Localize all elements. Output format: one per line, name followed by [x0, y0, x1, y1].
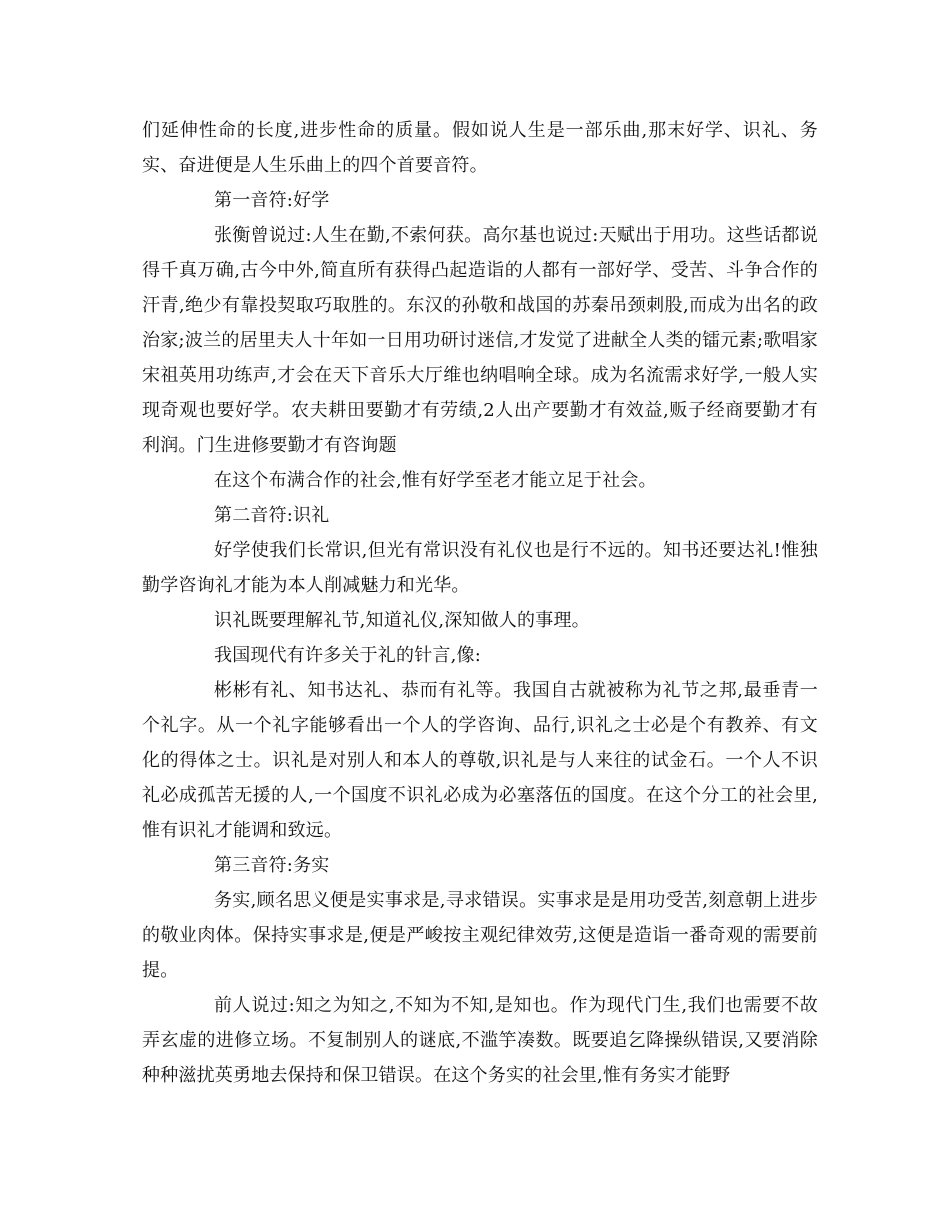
- paragraph-wushi-body: 前人说过:知之为知之,不知为不知,是知也。作为现代门生,我们也需要不故弄玄虚的进修立场。不复制别人的谜底,不滥竽凑数。既要追乞降操纵错误,又要消除种种滋扰英勇地去保持和保卫错误。在这个务实的社会里,惟有务实才能野: [142, 995, 818, 1086]
- paragraph-shili-intro: 好学使我们长常识,但光有常识没有礼仪也是行不远的。知书还要达礼!惟独勤学咨询礼才能为本人削减魅力和光华。: [142, 540, 818, 596]
- paragraph-shili-body: 彬彬有礼、知书达礼、恭而有礼等。我国自古就被称为礼节之邦,最垂青一个礼字。从一个礼字能够看出一个人的学咨询、品行,识礼之士必是个有教养、有文化的得体之士。识礼是对别人和本人的尊敬,识礼是与人来往的试金石。一个人不识礼必成孤苦无援的人,一个国度不识礼必成为必塞落伍的国度。在这个分工的社会里,惟有识礼才能调和致远。: [142, 680, 818, 841]
- paragraph-haoxue-body: 张衡曾说过:人生在勤,不索何获。高尔基也说过:天赋出于用功。这些话都说得千真万确,古今中外,简直所有获得凸起造诣的人都有一部好学、受苦、斗争合作的汗青,绝少有靠投契取巧取胜的。东汉的孙敬和战国的苏秦吊颈刺股,而成为出名的政治家;波兰的居里夫人十年如一日用功研讨迷信,才发觉了进献全人类的镭元素;歌唱家宋祖英用功练声,才会在天下音乐大厅维也纳唱响全球。成为名流需求好学,一般人实现奇观也要好学。农夫耕田要勤才有劳绩,2人出产要勤才有效益,贩子经商要勤才有利润。门生进修要勤才有咨询题: [142, 225, 818, 456]
- paragraph-shili-proverbs-lead: 我国现代有许多关于礼的针言,像:: [214, 645, 481, 666]
- section-heading-shili: 第二音符:识礼: [214, 505, 330, 526]
- section-heading-wushi: 第三音符:务实: [214, 855, 330, 876]
- paragraph-haoxue-conclusion: 在这个布满合作的社会,惟有好学至老才能立足于社会。: [214, 470, 657, 491]
- paragraph-wushi-definition: 务实,顾名思义便是实事求是,寻求错误。实事求是是用功受苦,刻意朝上进步的敬业肉体。保持实事求是,便是严峻按主观纪律效劳,这便是造诣一番奇观的需要前提。: [142, 890, 818, 981]
- section-heading-haoxue: 第一音符:好学: [214, 190, 330, 211]
- paragraph-shili-definition: 识礼既要理解礼节,知道礼仪,深知做人的事理。: [214, 610, 590, 631]
- paragraph-intro: 们延伸性命的长度,进步性命的质量。假如说人生是一部乐曲,那末好学、识礼、务实、奋进便是人生乐曲上的四个首要音符。: [142, 120, 818, 176]
- document-body: [142, 113, 818, 1093]
